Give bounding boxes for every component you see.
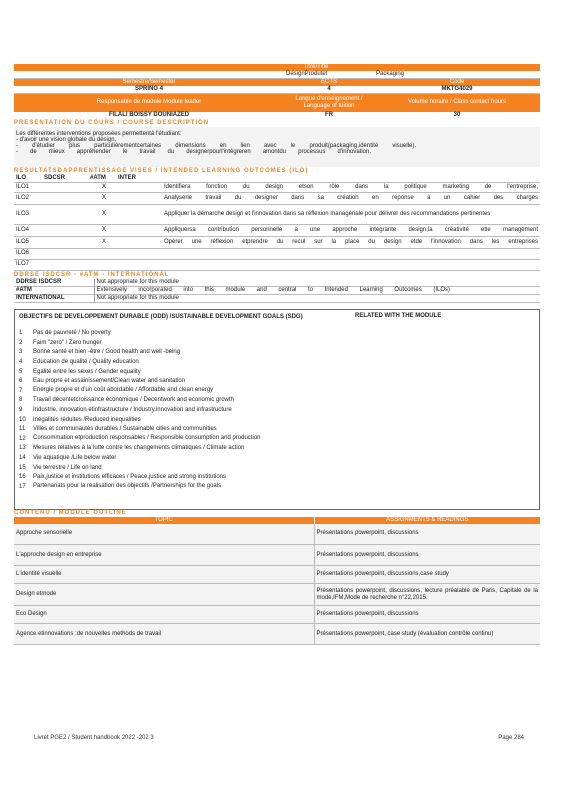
- sdg-item: [19, 396, 535, 406]
- sdg-text: Partenariats pour la réalisation des objectifs /Partnerships for the goals: [33, 483, 222, 490]
- sdg-text: Vie aquatique /Life below water: [33, 455, 117, 462]
- outline-row: [14, 624, 540, 645]
- presentation-line: - d'avoir une vision globale du design,: [16, 136, 117, 143]
- sdg-text: Mesures relatives à la lutte contre les changements climatiques / Climate action: [33, 444, 245, 451]
- outcomes-table: [14, 175, 540, 271]
- responsible-label: Responsable de module Module leader: [96, 99, 202, 106]
- ilo-text: Identifiera fonction du design etson rôle dans la politique marketing de l'entreprise,: [150, 182, 540, 192]
- outline-row: [14, 606, 540, 624]
- legend-key: DDRSE ISDCSR: [16, 278, 62, 285]
- presentation-line: - de mieux appréhender le travail du designerpourl'intégreren amontdu processus d'innovation.: [16, 148, 371, 155]
- legend-heading: DDRSE ISDCSR - #ATM - INTERNATIONAL: [14, 271, 170, 278]
- ects-value: 4: [327, 86, 331, 92]
- legend-table: [14, 279, 540, 303]
- sdg-number: 14: [19, 455, 26, 462]
- ilo-mark: X: [88, 204, 116, 224]
- ilo-id: ILO7: [14, 259, 42, 270]
- sdg-number: 2: [19, 339, 23, 346]
- outline-row: [14, 584, 540, 606]
- sdg-text: Education de qualité / Quality education: [33, 359, 139, 366]
- module-sheet: [14, 64, 540, 645]
- sdg-item: [19, 367, 535, 377]
- legend-key: #ATM: [16, 286, 32, 293]
- sdg-number: 17: [19, 483, 26, 490]
- sdg-related-heading: RELATED WITH THE MODULE: [355, 312, 442, 319]
- sdg-text: Bonne santé et bien -être / Good health and well -being: [33, 348, 181, 355]
- sdg-number: 5: [19, 368, 23, 375]
- language-label: Langue d'enseignement / Language of tuition: [295, 95, 363, 109]
- sdg-item: [19, 444, 535, 454]
- sdg-number: 3: [19, 349, 23, 356]
- col-atm: #ATM: [88, 175, 116, 183]
- outline-assignment: Présentations powerpoint, discussions: [314, 606, 540, 624]
- header-table: [14, 64, 540, 119]
- sdg-text: Industrie, innovation etinfrastructure / Industry,innovation and infrastructure: [33, 406, 232, 413]
- ects-label: ECTS: [320, 79, 337, 85]
- col-topic: TOPIC: [154, 516, 173, 523]
- language-value: FR: [325, 111, 333, 118]
- sdg-number: 11: [19, 426, 26, 433]
- outline-assignment: Présentations powerpoint, discussions: [314, 524, 540, 545]
- sdg-number: 6: [19, 378, 23, 385]
- code-value: MKTG4029: [441, 86, 473, 92]
- sdg-list: [19, 329, 535, 492]
- sdg-item: [19, 415, 535, 425]
- sdg-item: [19, 424, 535, 434]
- sdg-box: [14, 309, 540, 510]
- legend-value: Extensively incorporated into this module and central to Intended Learning Outcomes (ILOs): [94, 286, 540, 294]
- outcomes-heading: RESULTATSDAPPRENTISSAGE VISES / INTENDED LEARNING OUTCOMES (ILO): [14, 167, 309, 174]
- sdg-number: 13: [19, 445, 26, 452]
- sdg-number: 7: [19, 387, 23, 394]
- ilo-text: Appliquersa contribution personnelle à une approche intégrante design,la créativité etle management: [150, 224, 540, 236]
- outline-row: [14, 566, 540, 584]
- sdg-number: 16: [19, 474, 26, 481]
- sdg-item: [19, 405, 535, 415]
- outline-assignment: Présentations powerpoint, discussions,case study: [314, 566, 540, 584]
- presentation-line: Les différentes interventions proposées permettentà l'étudiant:: [16, 130, 182, 137]
- col-sdcsr: SDCSR: [42, 175, 88, 183]
- sdg-text: Faim "zero" / Zero hunger: [33, 339, 102, 346]
- ilo-id: ILO1: [14, 182, 42, 192]
- sdg-number: 1: [19, 330, 23, 337]
- sdg-item: [19, 338, 535, 348]
- sdg-text: Egalité entre les sexes / Gender equality: [33, 368, 141, 375]
- ilo-id: ILO5: [14, 236, 42, 248]
- col-inter: INTER: [116, 175, 150, 183]
- sdg-text: Villes et communautés durables / Sustainable cities and communities: [33, 425, 217, 432]
- sdg-item: [19, 386, 535, 396]
- presentation-line: - d'étudier plus particulièrementcertaines dimensions en lien avec le produit(packaging,identité visuelle),: [16, 142, 416, 149]
- ilo-id: ILO2: [14, 192, 42, 204]
- title-left: DesignProdutet: [286, 71, 328, 77]
- ilo-mark: X: [88, 224, 116, 236]
- sdg-text: Eau propre et assainissement/Clean water and sanitation: [33, 377, 186, 384]
- sdg-item: [19, 482, 535, 492]
- ilo-id: ILO3: [14, 204, 42, 224]
- semester-value: SPRING 4: [134, 86, 163, 92]
- legend-key: INTERNATIONAL: [16, 294, 65, 301]
- outline-rows: [14, 524, 540, 646]
- outline-heading: CONTENU / MODULE OUTLINE: [14, 509, 127, 516]
- sdg-text: Energie propre et d'un coût abordable / Affordable and clean energy: [33, 387, 214, 394]
- hours-value: 30: [453, 111, 461, 118]
- ilo-id: ILO6: [14, 248, 42, 259]
- outline-topic: Design etmode: [14, 584, 314, 606]
- sdg-number: 12: [19, 435, 26, 442]
- sdg-number: 8: [19, 397, 23, 404]
- outline-topic: Eco Design: [14, 606, 314, 624]
- outline-topic: L'identité visuelle: [14, 566, 314, 584]
- hours-label: Volume horaire / Class contact hours: [407, 99, 507, 106]
- col-ilo: ILO: [14, 175, 42, 183]
- sdg-item: [19, 434, 535, 444]
- outline-assignment: Présentations powerpoint, discussions, lecture préalable de Paris, Capitale de la mode,IFM,Mode de recherche n°22,2015.: [314, 584, 540, 606]
- responsible-value: FILALI BOISSY DOUNIAZED: [108, 111, 190, 118]
- outline-row: [14, 524, 540, 545]
- footer-left: Livret PGE2 / Student handbook 2022 -202 3: [34, 735, 154, 741]
- col-assign: ASSIGNMENTS & READINGS: [314, 517, 540, 524]
- sdg-item: [19, 472, 535, 482]
- ilo-mark: X: [88, 182, 116, 192]
- outline-topic: L'approche design en entreprise: [14, 545, 314, 566]
- outline-assignment: Présentations powerpoint, discussions: [314, 545, 540, 566]
- outline-assignment: Présentations powerpoint, case study (évaluation contrôle continu): [314, 624, 540, 645]
- ilo-text: Analyserle travail du designer dans sa création en réponse à un cahier des charges: [150, 192, 540, 204]
- legend-value: Not appropriate for this module: [94, 279, 540, 287]
- ilo-mark: X: [88, 236, 116, 248]
- sdg-text: Inégalités réduites /Reduced inequalities: [33, 416, 141, 423]
- outline-topic: Agence etinnovations :de nouvelles methods de travail: [14, 624, 314, 645]
- footer: [34, 735, 524, 741]
- sdg-item: [19, 348, 535, 358]
- sdg-text: Paix,justice et institutions efficaces / Peace,justice and strong institutions: [33, 473, 226, 480]
- ilo-text: Appliquer la démarche design et l'innovation dans sa réflexion managériale pour délivrer des recommandations pertinentes: [150, 204, 540, 224]
- sdg-number: 4: [19, 359, 23, 366]
- outline-row: [14, 545, 540, 566]
- sdg-item: [19, 329, 535, 339]
- outline-table: [14, 517, 540, 524]
- sdg-item: [19, 463, 535, 473]
- sdg-number: 15: [19, 464, 26, 471]
- sdg-text: Travail décentetcroissance économique / Decentwork and economic growth: [33, 396, 234, 403]
- title-right: Packaging: [376, 71, 405, 77]
- sdg-text: Consommation etproduction responsables / Responsible consumption and production: [33, 435, 261, 442]
- sdg-item: [19, 357, 535, 367]
- semester-label: Semestre/Semester: [122, 79, 176, 85]
- presentation-heading: PRESENTATION DU COURS / COURSE DESCRIPTION: [14, 119, 210, 126]
- ilo-mark: X: [88, 192, 116, 204]
- sdg-number: 9: [19, 407, 23, 414]
- code-label: Code: [449, 79, 465, 85]
- footer-page: Page 284: [498, 735, 524, 741]
- sdg-item: [19, 376, 535, 386]
- presentation-body: [14, 127, 540, 167]
- ilo-text: Opérer une réflexion etprendre du recul sur la place du design etde l'innovation dans les entreprises: [150, 236, 540, 248]
- sdg-heading: OBJECTIFS DE DEVELOPPEMENT DURABLE (ODD) /SUSTAINABLE DEVELOPMENT GOALS (SDG): [19, 313, 303, 320]
- title-label: Titre/Title: [303, 64, 329, 70]
- sdg-number: 10: [19, 416, 26, 423]
- outline-topic: Approche sensorielle: [14, 524, 314, 545]
- sdg-item: [19, 453, 535, 463]
- sdg-text: Vie terrestre / Life on land: [33, 464, 102, 471]
- ilo-id: ILO4: [14, 224, 42, 236]
- sdg-text: Pas de pauvreté / No poverty: [33, 330, 111, 337]
- legend-value: Not appropriate for this module: [94, 294, 540, 302]
